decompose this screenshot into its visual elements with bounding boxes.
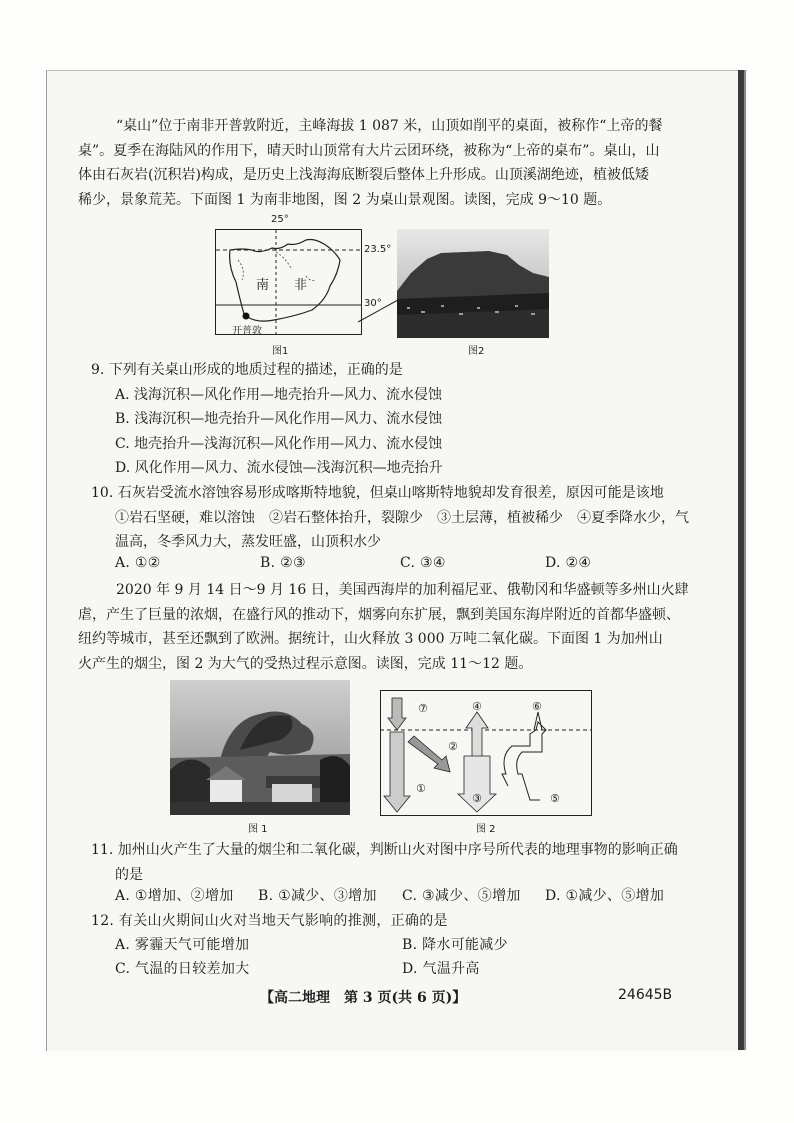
q10-stem: 10. 石灰岩受流水溶蚀容易形成喀斯特地貌，但桌山喀斯特地貌却发育很差，原因可能是该地	[91, 485, 664, 501]
intro2-line: 虐，产生了巨量的浓烟，在盛行风的推动下，烟雾向东扩展，飘到美国东海岸附近的首都华盛顿、	[78, 606, 680, 623]
q11-option-d: D. ①减少、⑤增加	[545, 888, 665, 904]
label-6: ⑥	[532, 700, 542, 713]
table-mountain-photo	[397, 229, 549, 338]
question-10	[91, 481, 689, 555]
coastline	[230, 240, 340, 322]
map-drawing	[216, 230, 361, 334]
q12-option-d: D. 气温升高	[402, 961, 480, 977]
cape-town-marker	[243, 313, 250, 320]
lat-label-2: 30°	[364, 298, 382, 309]
label-5: ⑤	[550, 792, 560, 805]
label-7: ⑦	[418, 702, 428, 715]
q9-option-b: B. 浅海沉积—地壳抬升—风化作用—风力、流水侵蚀	[115, 411, 443, 427]
q9-option-a: A. 浅海沉积—风化作用—地壳抬升—风力、流水侵蚀	[115, 386, 443, 403]
q10-items-line1: ①岩石坚硬，难以溶蚀 ②岩石整体抬升，裂隙少 ③土层薄，植被稀少 ④夏季降水少，气	[115, 509, 689, 526]
q12-option-a: A. 雾霾天气可能增加	[115, 937, 250, 953]
label-2: ②	[448, 740, 458, 753]
atmosphere-heating-diagram	[380, 690, 592, 816]
q12-option-c: C. 气温的日较差加大	[115, 961, 250, 977]
page-footer-title: 【高二地理 第 3 页(共 6 页)】	[260, 990, 467, 1006]
q10-items-line2: 温高，冬季风力大，蒸发旺盛，山顶积水少	[115, 534, 381, 550]
q11-stem-line1: 11. 加州山火产生了大量的烟尘和二氧化碳，判断山火对图中序号所代表的地理事物的影响正确	[91, 842, 678, 858]
fig2-caption: 图2	[468, 346, 485, 357]
q12-option-b: B. 降水可能减少	[402, 937, 508, 953]
q10-option-d: D. ②④	[545, 555, 592, 571]
map-label-south: 南	[256, 278, 270, 293]
scan-edge-shadow	[744, 70, 746, 1050]
wildfire-smoke-photo	[170, 680, 350, 815]
label-1: ①	[416, 782, 426, 795]
q9-option-d: D. 风化作用—风力、流水侵蚀—浅海沉积—地壳抬升	[115, 460, 443, 476]
q11-option-a: A. ①增加、②增加	[115, 888, 234, 904]
q11-option-c: C. ③减少、⑤增加	[402, 888, 521, 904]
intro1-line: 稀少，景象荒芜。下面图 1 为南非地图，图 2 为桌山景观图。读图，完成 9～10 题。	[78, 191, 612, 208]
fig-set2-caption1: 图 1	[248, 824, 268, 835]
fig1-caption: 图1	[272, 346, 289, 357]
question-11	[91, 838, 678, 887]
lat-label-1: 23.5°	[364, 244, 392, 255]
map-label-africa: 非	[294, 278, 308, 293]
heating-process-drawing	[380, 690, 592, 816]
q11-option-b: B. ①减少、③增加	[258, 888, 377, 904]
intro-passage-2	[78, 578, 689, 676]
intro2-line: 纽约等城市，甚至还飘到了欧洲。据统计，山火释放 3 000 万吨二氧化碳。下面图 1 为加州山	[78, 631, 663, 647]
intro1-line: “桌山”位于南非开普敦附近，主峰海拔 1 087 米，山顶如削平的桌面，被称作“上帝的餐	[116, 118, 663, 134]
q9-option-c: C. 地壳抬升—浅海沉积—风化作用—风力、流水侵蚀	[115, 435, 443, 452]
fig-set2-caption2: 图 2	[476, 824, 496, 835]
table-mountain-drawing	[397, 229, 549, 338]
intro2-line: 火产生的烟尘，图 2 为大气的受热过程示意图。读图，完成 11～12 题。	[78, 655, 533, 672]
intro1-line: 体由石灰岩(沉积岩)构成，是历史上浅海海底断裂后整体上升形成。山顶溪湖绝迹，植被低矮	[78, 167, 649, 183]
map-label-capetown: 开普敦	[232, 326, 262, 337]
q9-stem: 9. 下列有关桌山形成的地质过程的描述，正确的是	[91, 362, 403, 378]
page-footer-code: 24645B	[618, 987, 673, 1003]
label-4: ④	[472, 700, 482, 713]
intro1-line: 桌”。夏季在海陆风的作用下，晴天时山顶常有大片云团环绕，被称为“上帝的桌布”。桌山，山	[78, 142, 660, 159]
q12-stem: 12. 有关山火期间山火对当地天气影响的推测，正确的是	[91, 913, 448, 929]
question-9	[91, 358, 443, 481]
q10-option-b: B. ②③	[260, 555, 306, 571]
q11-stem-line2: 的是	[115, 866, 143, 883]
intro2-line: 2020 年 9 月 14 日～9 月 16 日，美国西海岸的加利福尼亚、俄勒冈和华盛顿等多州山火肆	[116, 582, 689, 598]
lon-label: 25°	[271, 214, 289, 225]
intro-passage-1	[78, 114, 662, 212]
south-africa-map	[215, 214, 392, 337]
label-3: ③	[472, 792, 482, 805]
q10-option-c: C. ③④	[400, 555, 446, 571]
smoke-drawing	[170, 680, 350, 815]
q10-option-a: A. ①②	[115, 555, 161, 571]
pointer-line	[358, 298, 398, 328]
